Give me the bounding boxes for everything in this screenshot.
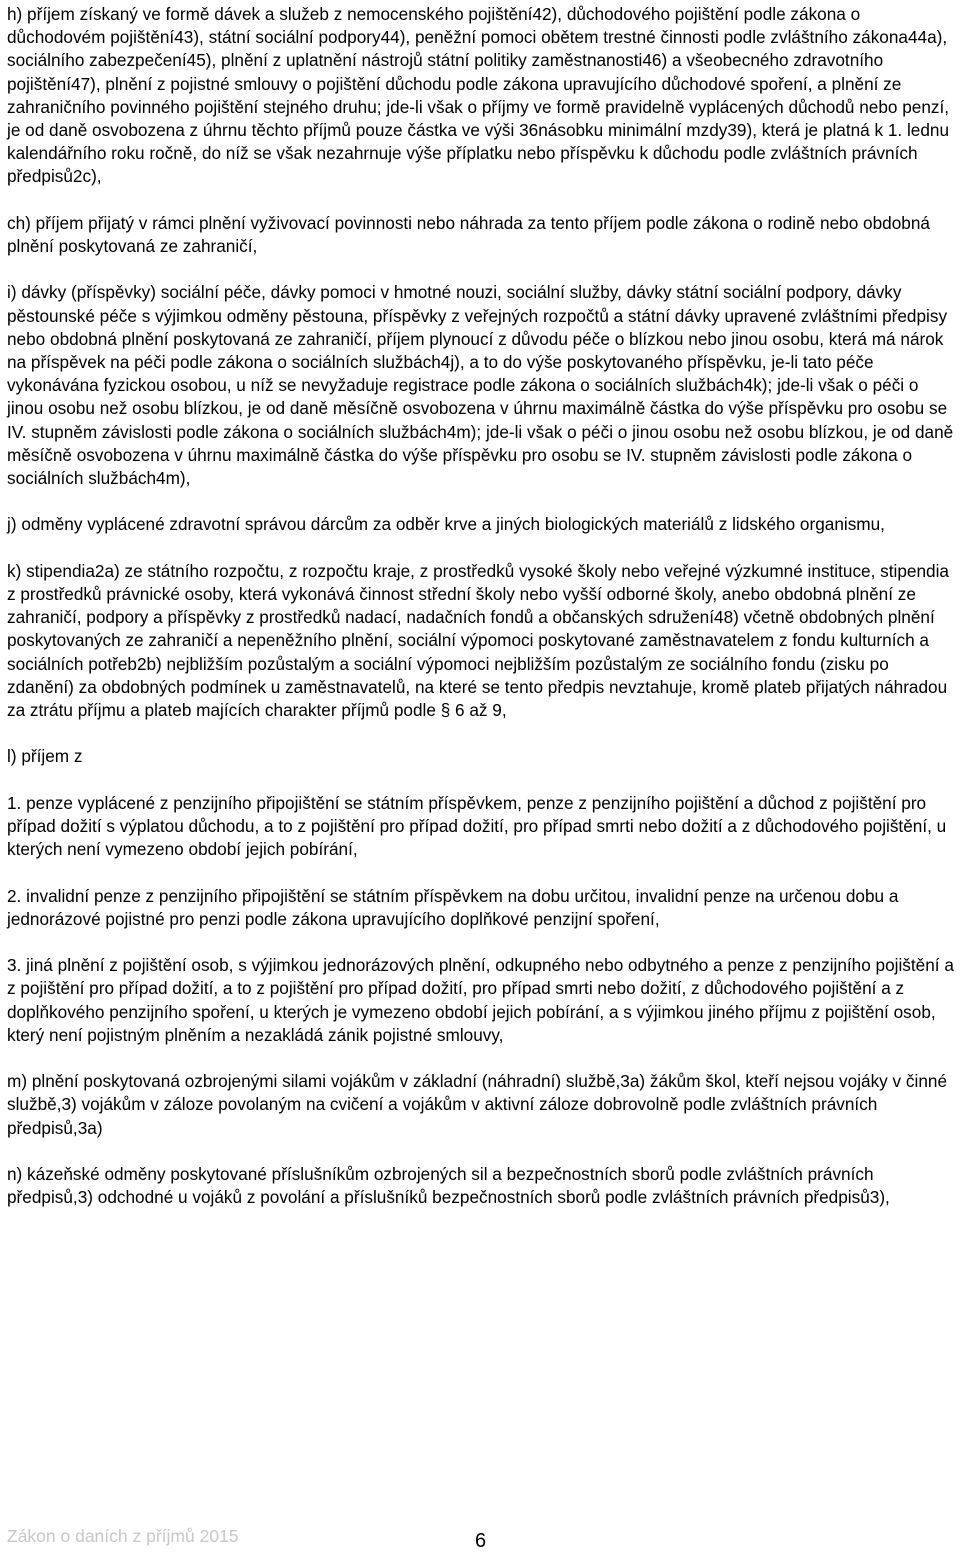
paragraph-l: l) příjem z [7,746,83,767]
paragraph-i: i) dávky (příspěvky) sociální péče, dávky pomoci v hmotné nouzi, sociální služby, dávky státní sociální podpory, dávky pěstounské péče s výjimkou odměny pěstouna, příspěvky z veřejných rozpočtů a státní dávky upravené zvláštními předpisy nebo obdobná plnění poskytovaná ze zahraničí, příjem plynoucí z důvodu péče o blízkou nebo jinou osobu, která má nárok na příspěvek na péči podle zákona o sociálních službách4j), a to do výše poskytovaného příspěvku, je-li tato péče vykonávána fyzickou osobou, u níž se nevyžaduje registrace podle zákona o sociálních službách4k); jde-li však o péči o jinou osobu než osobu blízkou, je od daně měsíčně osvobozena v úhrnu maximálně částka do výše příspěvku pro osobu se IV. stupněm závislosti podle zákona o sociálních službách4m); jde-li však o péči o jinou osobu než osobu blízkou, je od daně měsíčně osvobozena v úhrnu maximálně částka do výše příspěvku pro osobu se IV. stupněm závislosti podle zákona o sociálních službách4m), [7,282,954,489]
paragraph-h: h) příjem získaný ve formě dávek a služeb z nemocenského pojištění42), důchodového pojištění podle zákona o důchodovém pojištění43), státní sociální podpory44), peněžní pomoci obětem trestné činnosti podle zvláštního zákona44a), sociálního zabezpečení45), plnění z uplatnění nástrojů státní politiky zaměstnanosti46) a všeobecného zdravotního pojištění47), plnění z pojistné smlouvy o pojištění důchodu podle zákona upravujícího důchodové spoření, a plnění ze zahraničního povinného pojištění stejného druhu; jde-li však o příjmy ve formě pravidelně vyplácených důchodů nebo penzí, je od daně osvobozena z úhrnu těchto příjmů pouze částka ve výši 36násobku minimální mzdy39), která je platná k 1. lednu kalendářního roku ročně, do níž se však nezahrnuje výše příplatku nebo příspěvku k důchodu podle zvláštních právních předpisů2c), [7,4,950,187]
page-number: 6 [475,1530,487,1552]
footer-title: Zákon o daních z příjmů 2015 [7,1526,239,1546]
paragraph-l-3: 3. jiná plnění z pojištění osob, s výjimkou jednorázových plnění, odkupného nebo odbytného a penze z penzijního pojištění a z pojištění pro případ dožití, a to z pojištění pro případ dožití, pro případ smrti nebo dožití, z důchodového pojištění a z doplňkového penzijního spoření, u kterých je vymezeno období jejich pobírání, a s výjimkou jiného příjmu z pojištění osob, který není pojistným plněním a nezakládá zánik pojistné smlouvy, [7,955,954,1045]
document-body [7,3,955,1209]
paragraph-k: k) stipendia2a) ze státního rozpočtu, z rozpočtu kraje, z prostředků vysoké školy nebo veřejné výzkumné instituce, stipendia z prostředků právnické osoby, která vykonává činnost střední školy nebo vyšší odborné školy, anebo obdobná plnění ze zahraničí, podpory a příspěvky z prostředků nadací, nadačních fondů a občanských sdružení48) včetně obdobných plnění poskytovaných ze zahraničí a nepeněžního plnění, sociální výpomoci poskytované zaměstnavatelem z fondu kulturních a sociálních potřeb2b) nejbližším pozůstalým a sociální výpomoci nejbližším pozůstalým ze sociálního fondu (zisku po zdanění) za obdobných podmínek u zaměstnavatelů, na které se tento předpis nevztahuje, kromě plateb přijatých náhradou za ztrátu příjmu a plateb majících charakter příjmů podle § 6 až 9, [7,560,949,721]
paragraph-n: n) kázeňské odměny poskytované příslušníkům ozbrojených sil a bezpečnostních sborů podle zvláštních právních předpisů,3) odchodné u vojáků z povolání a příslušníků bezpečnostních sborů podle zvláštních právních předpisů3), [7,1164,890,1208]
paragraph-l-2: 2. invalidní penze z penzijního připojištění se státním příspěvkem na dobu určitou, invalidní penze na určenou dobu a jednorázové pojistné pro penzi podle zákona upravujícího doplňkové penzijní spoření, [7,885,899,929]
paragraph-m: m) plnění poskytovaná ozbrojenými silami vojákům v základní (náhradní) službě,3a) žákům škol, kteří nejsou vojáky v činné službě,3) vojákům v záloze povolaným na cvičení a vojákům v aktivní záloze dobrovolně podle zvláštních právních předpisů,3a) [7,1071,948,1138]
paragraph-j: j) odměny vyplácené zdravotní správou dárcům za odběr krve a jiných biologických materiálů z lidského organismu, [7,514,885,535]
paragraph-ch: ch) příjem přijatý v rámci plnění vyživovací povinnosti nebo náhrada za tento příjem podle zákona o rodině nebo obdobná plnění poskytovaná ze zahraničí, [7,212,930,257]
paragraph-l-1: 1. penze vyplácené z penzijního připojištění se státním příspěvkem, penze z penzijního pojištění a důchod z pojištění pro případ dožití s výplatou důchodu, a to z pojištění pro případ dožití, pro případ smrti nebo dožití a z důchodového pojištění, u kterých není vymezeno období jejich pobírání, [7,792,947,860]
page-footer [7,1526,955,1552]
